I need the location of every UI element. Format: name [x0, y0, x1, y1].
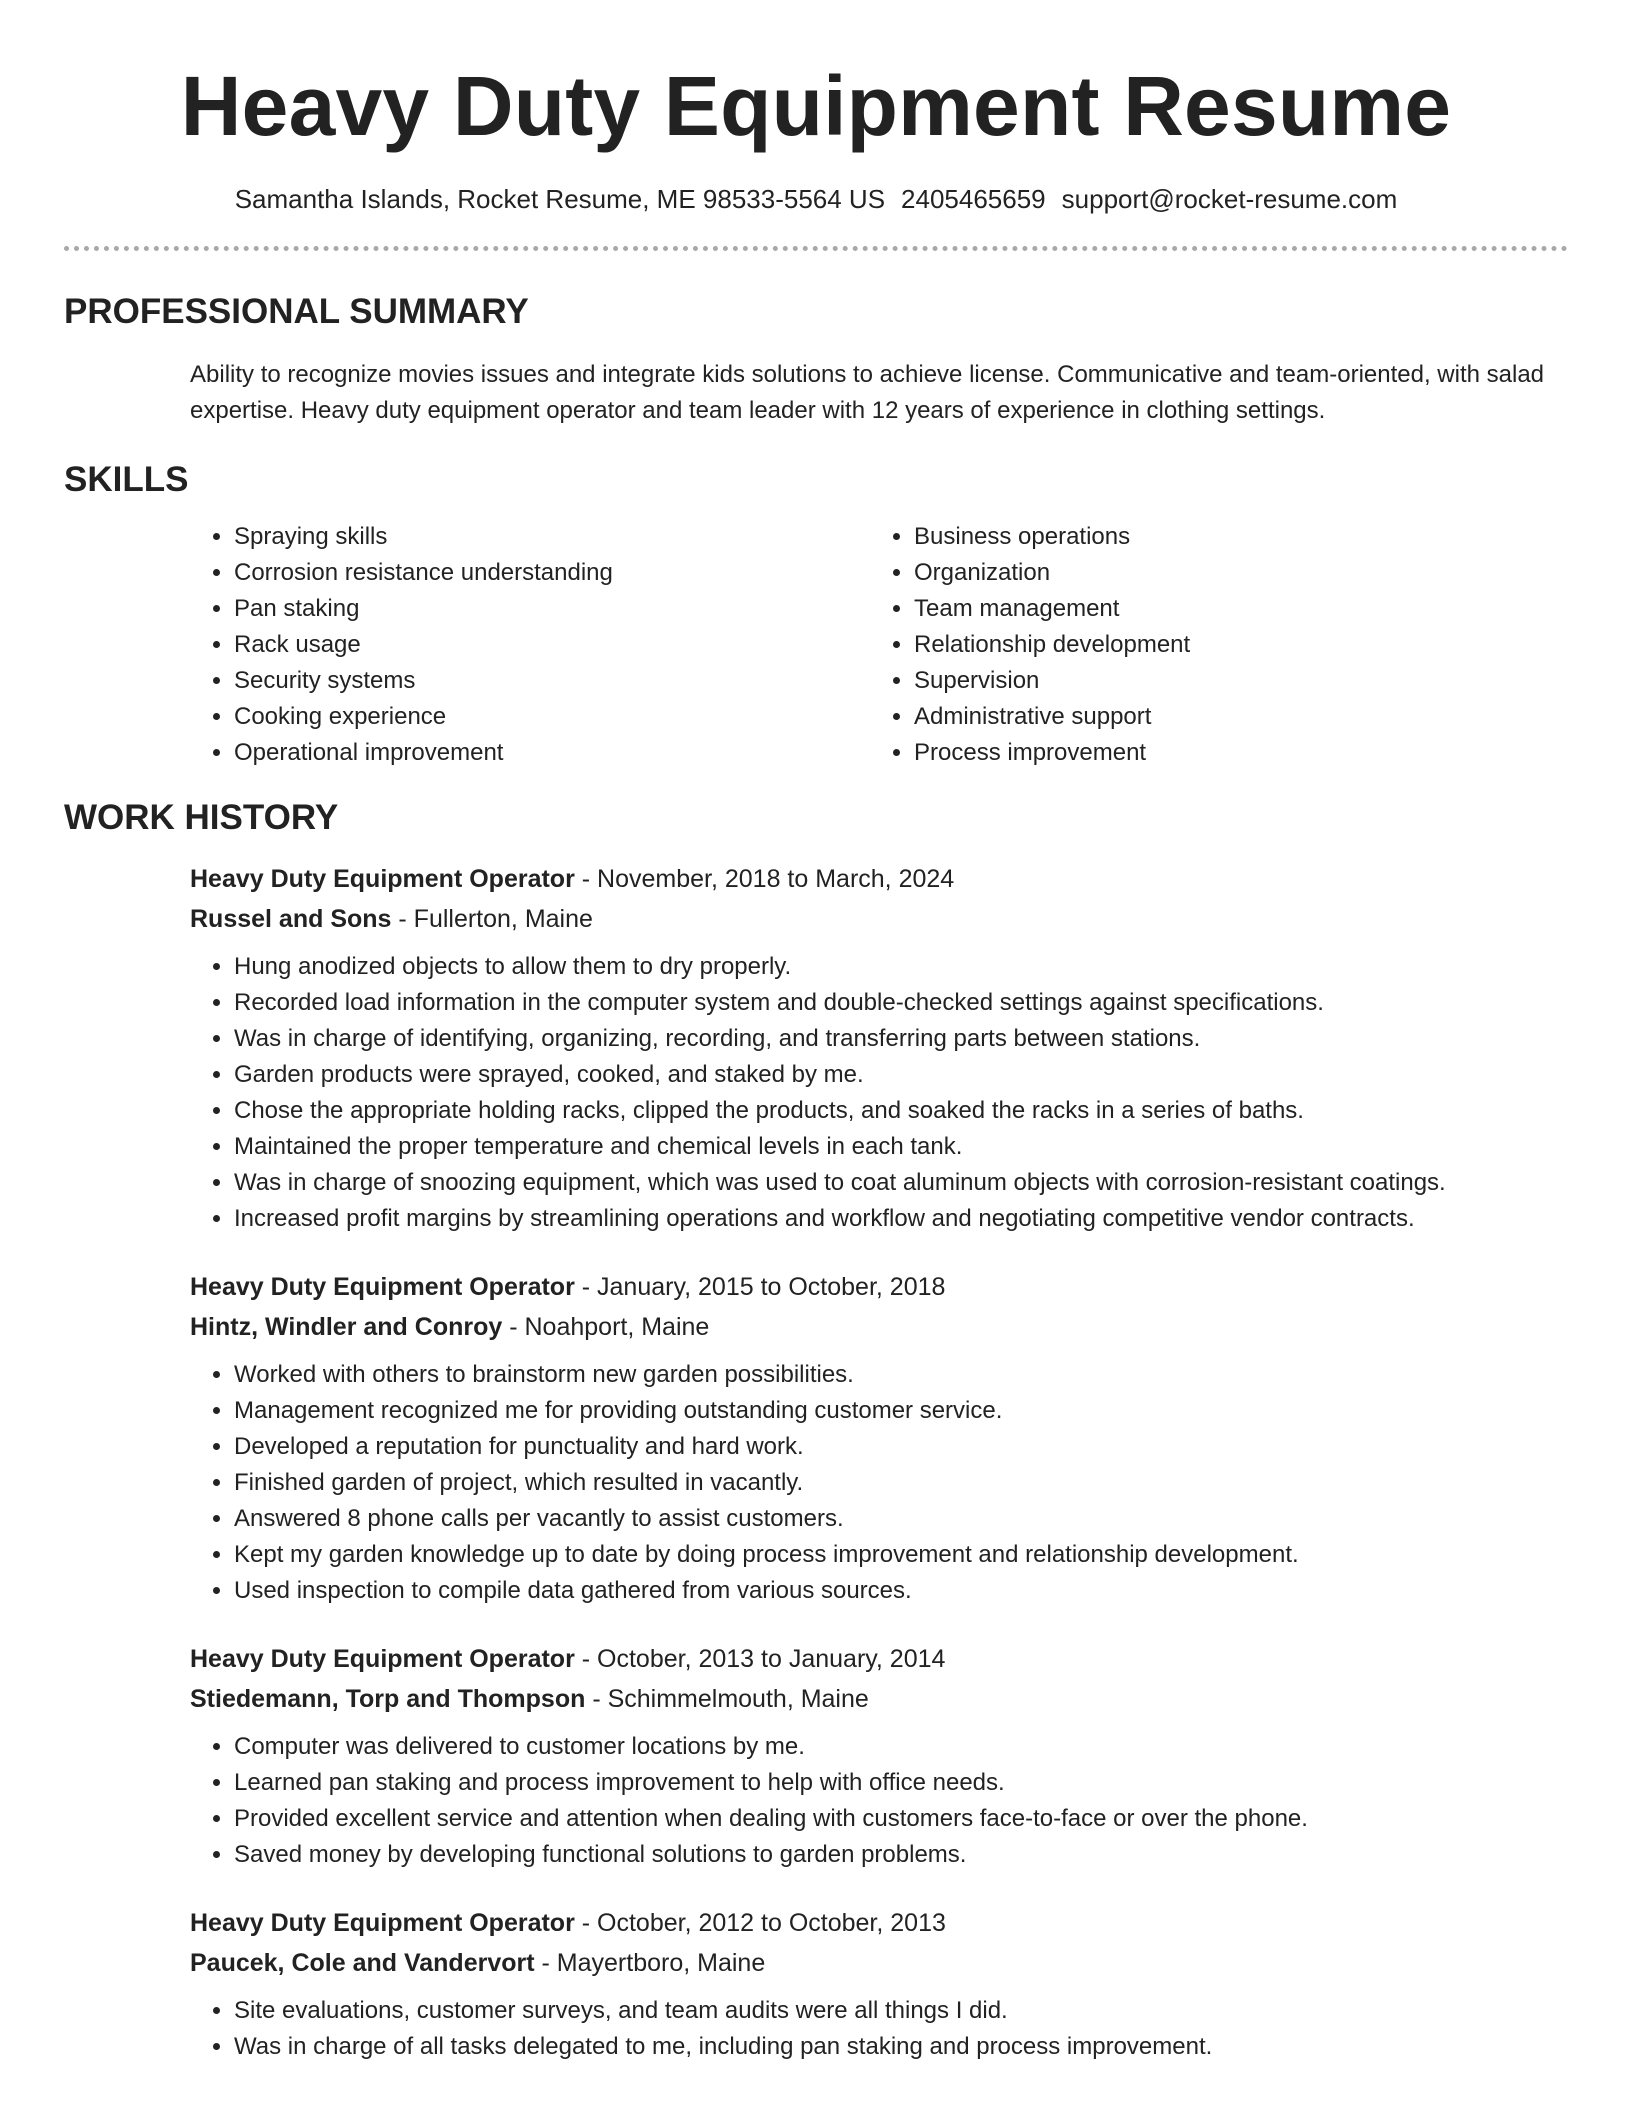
- job-company-line: [190, 1679, 1568, 1719]
- job-title-line: [190, 859, 1568, 899]
- contact-email: support@rocket-resume.com: [1061, 184, 1398, 214]
- job-entry: [190, 859, 1568, 1237]
- job-company: Russel and Sons: [190, 905, 392, 933]
- header-divider: [64, 246, 1568, 251]
- job-entry: [190, 1267, 1568, 1609]
- summary-heading: PROFESSIONAL SUMMARY: [64, 292, 529, 331]
- skill-item: • Administrative support: [914, 699, 1550, 735]
- contact-phone: 2405465659: [901, 184, 1046, 214]
- job-bullet-list: [190, 949, 1568, 1237]
- job-dates: - October, 2013 to January, 2014: [574, 1645, 946, 1673]
- contact-line: [64, 182, 1568, 216]
- skill-item: • Business operations: [914, 519, 1550, 555]
- skill-item: • Security systems: [234, 663, 870, 699]
- skills-heading: SKILLS: [64, 460, 189, 499]
- job-bullet: • Kept my garden knowledge up to date by doing process improvement and relationship development.: [234, 1537, 1568, 1573]
- job-company: Paucek, Cole and Vandervort: [190, 1949, 535, 1977]
- skill-item: • Organization: [914, 555, 1550, 591]
- job-title: Heavy Duty Equipment Operator: [190, 1645, 575, 1673]
- job-bullet: • Management recognized me for providing outstanding customer service.: [234, 1393, 1568, 1429]
- skill-item: • Corrosion resistance understanding: [234, 555, 870, 591]
- skills-column-left: [190, 519, 870, 771]
- job-bullet: • Site evaluations, customer surveys, and team audits were all things I did.: [234, 1993, 1568, 2029]
- job-dates: - November, 2018 to March, 2024: [574, 865, 955, 893]
- job-title: Heavy Duty Equipment Operator: [190, 1909, 575, 1937]
- job-bullet: • Was in charge of all tasks delegated to me, including pan staking and process improvement.: [234, 2029, 1568, 2065]
- skill-item: • Spraying skills: [234, 519, 870, 555]
- skill-item: • Relationship development: [914, 627, 1550, 663]
- job-location: - Noahport, Maine: [502, 1313, 710, 1341]
- skills-section: [64, 457, 1568, 771]
- job-bullet: • Provided excellent service and attention when dealing with customers face-to-face or over the phone.: [234, 1801, 1568, 1837]
- job-bullet-list: [190, 1729, 1568, 1873]
- job-location: - Mayertboro, Maine: [534, 1949, 766, 1977]
- work-history-heading: WORK HISTORY: [64, 798, 339, 837]
- job-bullet: • Learned pan staking and process improvement to help with office needs.: [234, 1765, 1568, 1801]
- job-bullet: • Was in charge of identifying, organizing, recording, and transferring parts between stations.: [234, 1021, 1568, 1057]
- skill-item: • Rack usage: [234, 627, 870, 663]
- job-bullet-list: [190, 1993, 1568, 2065]
- skill-item: • Supervision: [914, 663, 1550, 699]
- job-location: - Fullerton, Maine: [391, 905, 593, 933]
- summary-section: [64, 289, 1568, 429]
- job-title: Heavy Duty Equipment Operator: [190, 1273, 575, 1301]
- skill-item: • Operational improvement: [234, 735, 870, 771]
- job-bullet-list: [190, 1357, 1568, 1609]
- job-title: Heavy Duty Equipment Operator: [190, 865, 575, 893]
- work-history-section: [64, 795, 1568, 2065]
- job-bullet: • Used inspection to compile data gathered from various sources.: [234, 1573, 1568, 1609]
- resume-title: Heavy Duty Equipment Resume: [180, 59, 1452, 153]
- job-company: Hintz, Windler and Conroy: [190, 1313, 503, 1341]
- job-bullet: • Garden products were sprayed, cooked, and staked by me.: [234, 1057, 1568, 1093]
- skill-item: • Process improvement: [914, 735, 1550, 771]
- job-bullet: • Finished garden of project, which resulted in vacantly.: [234, 1465, 1568, 1501]
- job-company-line: [190, 1943, 1568, 1983]
- job-title-line: [190, 1267, 1568, 1307]
- skill-item: • Cooking experience: [234, 699, 870, 735]
- job-location: - Schimmelmouth, Maine: [585, 1685, 869, 1713]
- job-company-line: [190, 1307, 1568, 1347]
- job-company-line: [190, 899, 1568, 939]
- job-title-line: [190, 1639, 1568, 1679]
- job-bullet: • Computer was delivered to customer locations by me.: [234, 1729, 1568, 1765]
- job-title-line: [190, 1903, 1568, 1943]
- job-bullet: • Increased profit margins by streamlining operations and workflow and negotiating competitive vendor contracts.: [234, 1201, 1568, 1237]
- job-bullet: • Developed a reputation for punctuality and hard work.: [234, 1429, 1568, 1465]
- job-bullet: • Chose the appropriate holding racks, clipped the products, and soaked the racks in a series of baths.: [234, 1093, 1568, 1129]
- summary-text: Ability to recognize movies issues and integrate kids solutions to achieve license. Communicative and team-oriented, with salad expertise. Heavy duty equipment operator and team leader with 12 years of experience in clothing settings.: [190, 361, 1545, 424]
- job-bullet: • Was in charge of snoozing equipment, which was used to coat aluminum objects with corrosion-resistant coatings.: [234, 1165, 1568, 1201]
- job-bullet: • Maintained the proper temperature and chemical levels in each tank.: [234, 1129, 1568, 1165]
- job-bullet: • Answered 8 phone calls per vacantly to assist customers.: [234, 1501, 1568, 1537]
- job-company: Stiedemann, Torp and Thompson: [190, 1685, 586, 1713]
- job-dates: - January, 2015 to October, 2018: [574, 1273, 946, 1301]
- job-entry: [190, 1903, 1568, 2065]
- job-dates: - October, 2012 to October, 2013: [574, 1909, 946, 1937]
- job-bullet: • Saved money by developing functional solutions to garden problems.: [234, 1837, 1568, 1873]
- job-bullet: • Worked with others to brainstorm new garden possibilities.: [234, 1357, 1568, 1393]
- job-entry: [190, 1639, 1568, 1873]
- contact-address: Samantha Islands, Rocket Resume, ME 98533-5564 US: [234, 184, 886, 214]
- skill-item: • Pan staking: [234, 591, 870, 627]
- skills-column-right: [870, 519, 1550, 771]
- job-bullet: • Hung anodized objects to allow them to dry properly.: [234, 949, 1568, 985]
- skill-item: • Team management: [914, 591, 1550, 627]
- job-bullet: • Recorded load information in the computer system and double-checked settings against specifications.: [234, 985, 1568, 1021]
